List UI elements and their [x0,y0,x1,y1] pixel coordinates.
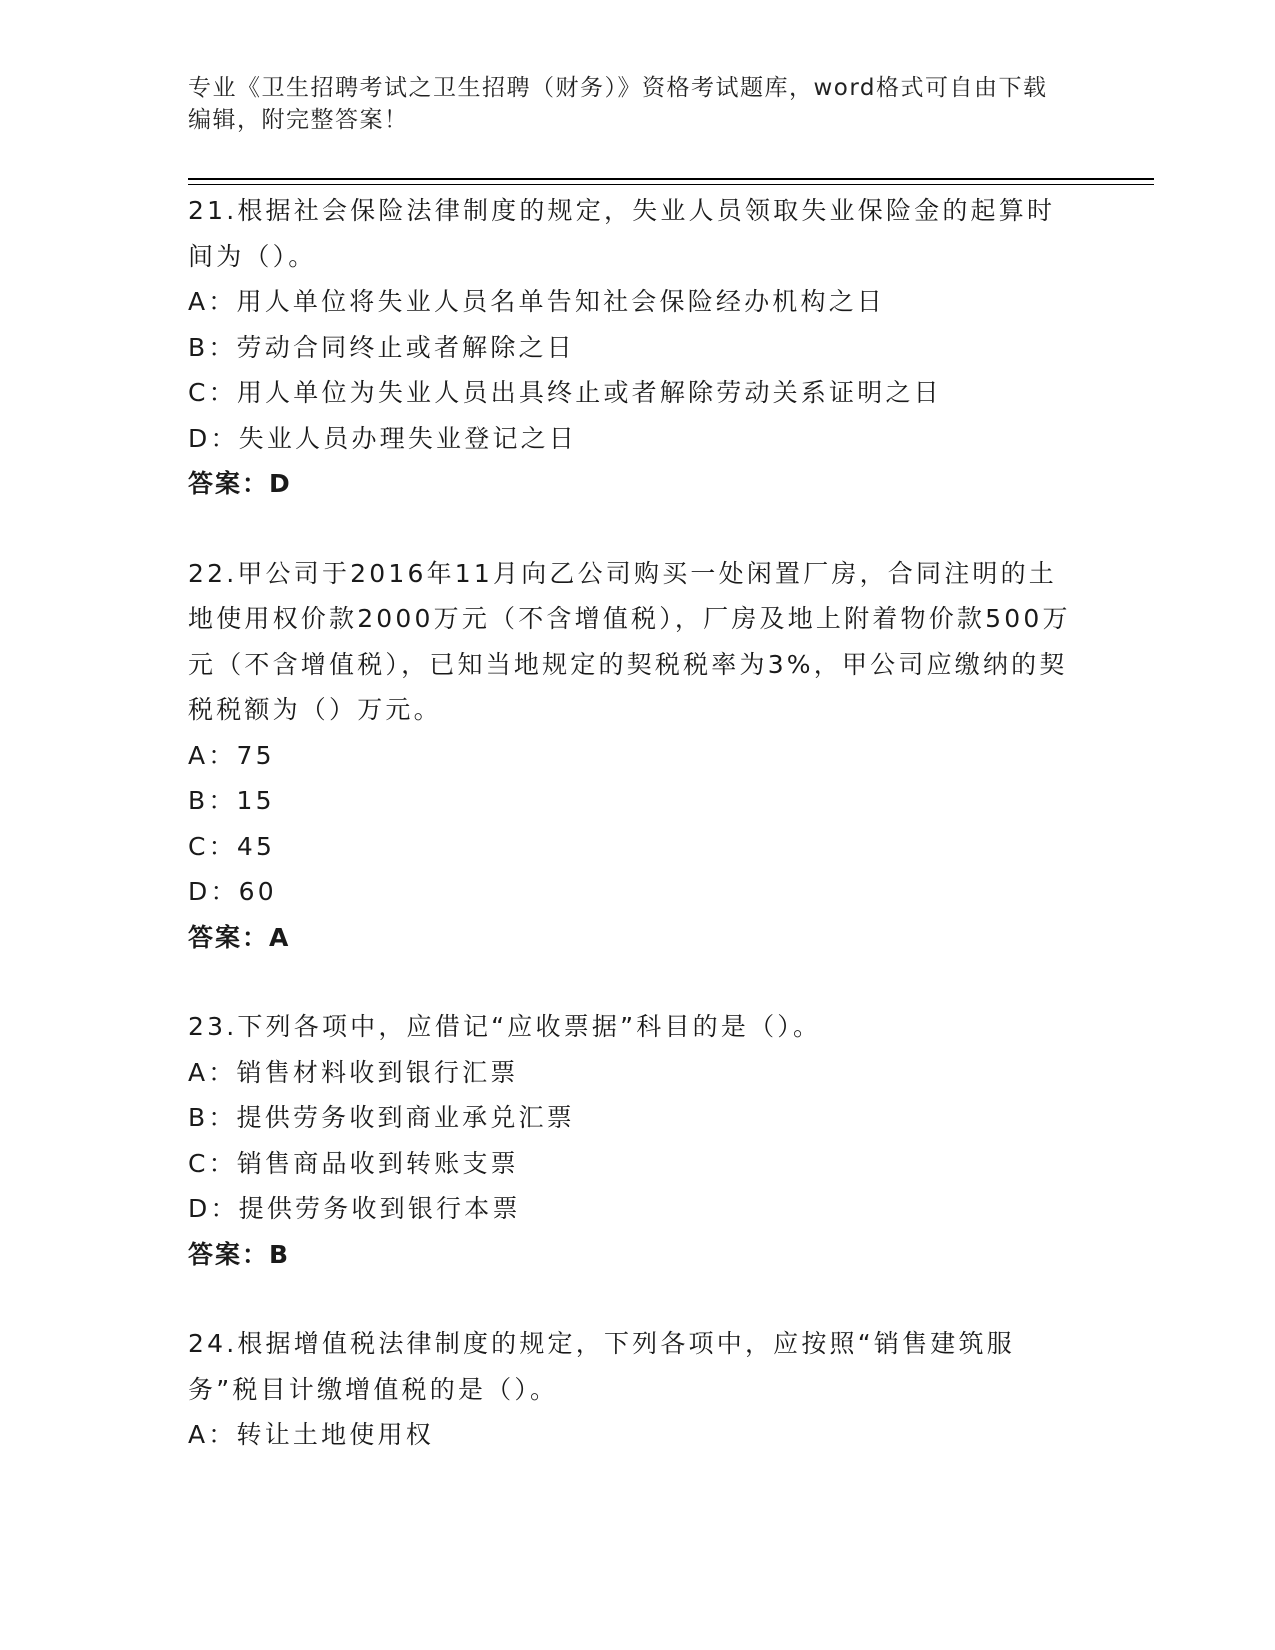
question-stem: 21.根据社会保险法律制度的规定，失业人员领取失业保险金的起算时间为（）。 [188,196,1056,271]
header-line-2: 编辑，附完整答案！ [188,107,409,133]
document-header [188,72,1068,136]
question-stem: 24.根据增值税法律制度的规定，下列各项中，应按照“销售建筑服务”税目计缴增值税的是（）。 [188,1329,1015,1404]
answer: 答案：D [188,469,292,498]
option-b: B：提供劳务收到商业承兑汇票 [188,1103,575,1132]
question-21 [188,188,1078,507]
question-stem: 23.下列各项中，应借记“应收票据”科目的是（）。 [188,1012,822,1041]
answer: 答案：A [188,922,291,952]
question-22 [188,551,1078,961]
option-c: C：45 [188,831,276,861]
option-a: A：销售材料收到银行汇票 [188,1057,519,1087]
option-d: D：60 [188,877,277,906]
option-b: B：15 [188,786,275,815]
option-d: D：失业人员办理失业登记之日 [188,423,578,453]
question-list [188,188,1078,1458]
option-a: A：75 [188,740,275,770]
option-a: A：用人单位将失业人员名单告知社会保险经办机构之日 [188,287,886,316]
question-stem: 22.甲公司于2016年11月向乙公司购买一处闲置厂房，合同注明的土地使用权价款2000万元（不含增值税），厂房及地上附着物价款500万元（不含增值税），已知当地规定的契税税率为3%，甲公司应缴纳的契税税额为（）万元。 [188,558,1071,724]
question-24 [188,1321,1078,1458]
option-c: C：用人单位为失业人员出具终止或者解除劳动关系证明之日 [188,378,942,407]
header-divider-thin [188,184,1154,185]
answer: 答案：B [188,1239,291,1269]
option-c: C：销售商品收到转账支票 [188,1148,519,1178]
option-d: D：提供劳务收到银行本票 [188,1194,521,1223]
option-b: B：劳动合同终止或者解除之日 [188,332,575,362]
header-line-1: 专业《卫生招聘考试之卫生招聘（财务）》资格考试题库，word格式可自由下载 [188,75,1048,101]
question-23 [188,1004,1078,1277]
option-a: A：转让土地使用权 [188,1420,434,1449]
header-divider-thick [188,178,1154,180]
